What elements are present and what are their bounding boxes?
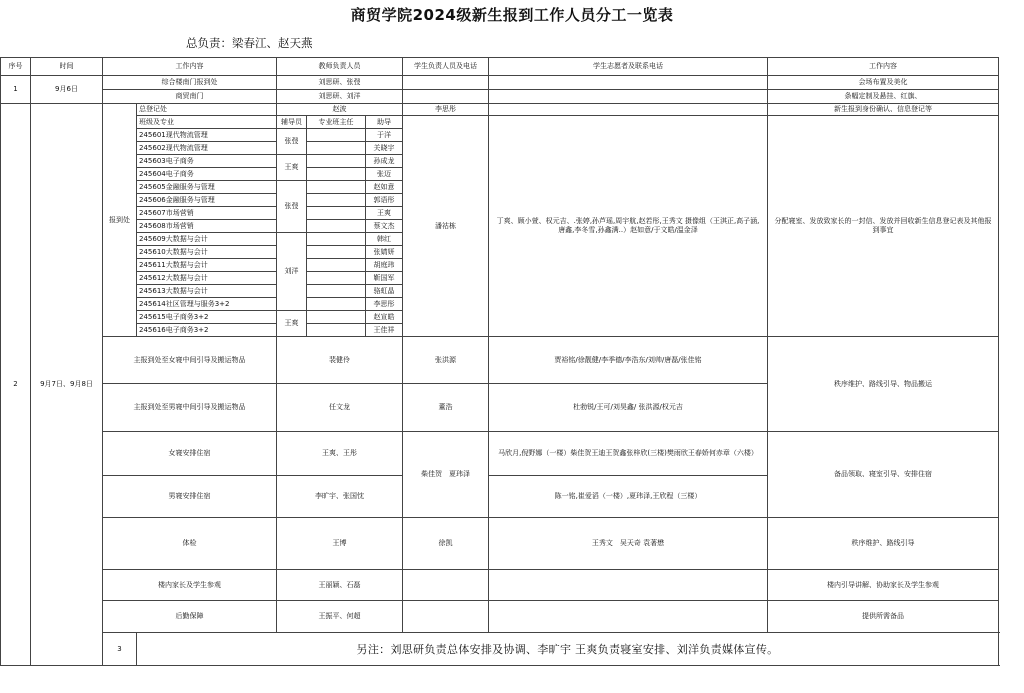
- content-cell: 条幅定制及悬挂、红旗、: [768, 90, 999, 104]
- content-cell: 秩序维护、路线引导: [768, 518, 999, 570]
- director-cell: [307, 324, 366, 337]
- director-cell: [307, 259, 366, 272]
- assistant-cell: 韩红: [366, 233, 403, 246]
- assistant-cell: 胡庭玮: [366, 259, 403, 272]
- volunteer-cell: 王秀文 吴天奇 袁著懋: [489, 518, 768, 570]
- desk-cell: 报到处: [103, 104, 137, 337]
- subheader-cell: 专业班主任: [307, 116, 366, 129]
- director-cell: [307, 272, 366, 285]
- class-name: 245616电子商务3+2: [137, 324, 277, 337]
- director-cell: [307, 285, 366, 298]
- table-row: [1, 633, 999, 666]
- student-cell: [403, 76, 489, 90]
- header-cell: 序号: [1, 58, 31, 76]
- content-cell: 会场布置及美化: [768, 76, 999, 90]
- volunteer-cell: 丁爽、顾小萱、权元吉、.张婷,孙芦瑶,周宇航,赵若彤,王秀文 摄像组（王淇正,高子涵,唐鑫,李冬雪,孙鑫满..）赵如意/于文皓/温金泽: [489, 116, 768, 337]
- class-name: 245601现代物流管理: [137, 129, 277, 142]
- teacher-cell: 刘思研、刘洋: [277, 90, 403, 104]
- task-cell: 体检: [103, 518, 277, 570]
- class-name: 245609大数据与会计: [137, 233, 277, 246]
- assistant-cell: 赵宣皓: [366, 311, 403, 324]
- table-row: [1, 518, 999, 570]
- director-cell: [307, 142, 366, 155]
- volunteer-cell: [489, 601, 768, 633]
- class-name: 245613大数据与会计: [137, 285, 277, 298]
- volunteer-cell: 陈一铭,崔爱滔（一楼）,夏玮泽,王欣程（三楼）: [489, 476, 768, 518]
- teacher-cell: 裴健伶: [277, 337, 403, 384]
- table-row: [1, 570, 999, 601]
- header-cell: 工作内容: [768, 58, 999, 76]
- class-name: 245604电子商务: [137, 168, 277, 181]
- content-cell: 楼内引导讲解、协助家长及学生参观: [768, 570, 999, 601]
- teacher-cell: 王爽、王彤: [277, 432, 403, 476]
- subheader-cell: 助导: [366, 116, 403, 129]
- assistant-cell: 于洋: [366, 129, 403, 142]
- task-cell: 综合楼南门报到处: [103, 76, 277, 90]
- assistant-cell: 郭语彤: [366, 194, 403, 207]
- table-row: [1, 116, 999, 129]
- volunteer-cell: [489, 90, 768, 104]
- subheader-cell: 班级及专业: [137, 116, 277, 129]
- assistant-cell: 孙成龙: [366, 155, 403, 168]
- assistant-cell: 靳国军: [366, 272, 403, 285]
- task-cell: 商贸南门: [103, 90, 277, 104]
- row-number: 1: [1, 76, 31, 104]
- director-cell: [307, 194, 366, 207]
- page-title: 商贸学院2024级新生报到工作人员分工一览表: [350, 6, 674, 24]
- assistant-cell: 张婧妍: [366, 246, 403, 259]
- director-cell: [307, 129, 366, 142]
- content-cell: 新生报到身份确认、信息登记等: [768, 104, 999, 116]
- student-cell: 李思彤: [403, 104, 489, 116]
- teacher-cell: 任文龙: [277, 384, 403, 432]
- volunteer-cell: [489, 104, 768, 116]
- teacher-cell: 赵波: [277, 104, 403, 116]
- class-name: 245611大数据与会计: [137, 259, 277, 272]
- header-cell: 学生志愿者及联系电话: [489, 58, 768, 76]
- student-cell: 柴佳贺 夏玮泽: [403, 432, 489, 518]
- task-cell: 女寝安排住宿: [103, 432, 277, 476]
- counselor-cell: 张弢: [277, 129, 307, 155]
- volunteer-cell: 杜勃锐/王可/刘昊鑫/ 张洪源/权元吉: [489, 384, 768, 432]
- table-row: [1, 337, 999, 384]
- assistant-cell: 王爽: [366, 207, 403, 220]
- class-name: 245605金融服务与管理: [137, 181, 277, 194]
- task-cell: 后勤保障: [103, 601, 277, 633]
- leader-line: 总负责：梁春江、赵天燕: [186, 36, 313, 50]
- director-cell: [307, 220, 366, 233]
- teacher-cell: 王博: [277, 518, 403, 570]
- counselor-cell: 王爽: [277, 155, 307, 181]
- row-date: 9月7日、9月8日: [31, 104, 103, 666]
- content-cell: 秩序维护、路线引导、物品搬运: [768, 337, 999, 432]
- task-cell: 总登记处: [137, 104, 277, 116]
- assistant-cell: 关晓宇: [366, 142, 403, 155]
- class-name: 245614社区管理与服务3+2: [137, 298, 277, 311]
- class-name: 245606金融服务与管理: [137, 194, 277, 207]
- table-row: [1, 432, 999, 476]
- row-number: 3: [103, 633, 137, 666]
- assistant-cell: 李思彤: [366, 298, 403, 311]
- counselor-cell: 刘洋: [277, 233, 307, 311]
- class-name: 245610大数据与会计: [137, 246, 277, 259]
- volunteer-cell: [489, 76, 768, 90]
- roster-table: [0, 57, 999, 666]
- director-cell: [307, 168, 366, 181]
- assistant-cell: 赵如意: [366, 181, 403, 194]
- table-row: [1, 90, 999, 104]
- counselor-cell: 张弢: [277, 181, 307, 233]
- student-cell: [403, 570, 489, 601]
- footnote: 另注：刘思研负责总体安排及协调、李旷宇 王爽负责寝室安排、刘洋负责媒体宣传。: [137, 633, 999, 666]
- director-cell: [307, 181, 366, 194]
- student-cell: [403, 601, 489, 633]
- student-cell: 徐凯: [403, 518, 489, 570]
- student-cell: [403, 90, 489, 104]
- director-cell: [307, 207, 366, 220]
- task-cell: 主报到处至女寝中间引导及搬运物品: [103, 337, 277, 384]
- director-cell: [307, 233, 366, 246]
- student-cell: 张洪源: [403, 337, 489, 384]
- teacher-cell: 王振平、何超: [277, 601, 403, 633]
- counselor-cell: 王爽: [277, 311, 307, 337]
- content-cell: 分配寝室、发放致家长的一封信、发放并回收新生信息登记表及其他报到事宜: [768, 116, 999, 337]
- assistant-cell: 骆虹晶: [366, 285, 403, 298]
- table-row: [1, 104, 999, 116]
- class-name: 245607市场营销: [137, 207, 277, 220]
- student-cell: 董浩: [403, 384, 489, 432]
- teacher-cell: 刘思研、张弢: [277, 76, 403, 90]
- subheader-cell: 辅导员: [277, 116, 307, 129]
- assistant-cell: 王佳祥: [366, 324, 403, 337]
- class-name: 245608市场营销: [137, 220, 277, 233]
- director-cell: [307, 298, 366, 311]
- table-row: [1, 601, 999, 633]
- content-cell: 备品领取、寝室引导、安排住宿: [768, 432, 999, 518]
- class-name: 245615电子商务3+2: [137, 311, 277, 324]
- header-cell: 学生负责人员及电话: [403, 58, 489, 76]
- table-row: [1, 76, 999, 90]
- class-name: 245612大数据与会计: [137, 272, 277, 285]
- header-cell: 教师负责人员: [277, 58, 403, 76]
- content-cell: 提供所需备品: [768, 601, 999, 633]
- row-date: 9月6日: [31, 76, 103, 104]
- header-row: [1, 58, 999, 76]
- teacher-cell: 李旷宇、张国忱: [277, 476, 403, 518]
- header-cell: 时间: [31, 58, 103, 76]
- director-cell: [307, 311, 366, 324]
- director-cell: [307, 246, 366, 259]
- row-number: 2: [1, 104, 31, 666]
- student-cell: 潘祜栋: [403, 116, 489, 337]
- teacher-cell: 王丽颖、石磊: [277, 570, 403, 601]
- task-cell: 男寝安排住宿: [103, 476, 277, 518]
- task-cell: 楼内家长及学生参观: [103, 570, 277, 601]
- director-cell: [307, 155, 366, 168]
- class-name: 245603电子商务: [137, 155, 277, 168]
- assistant-cell: 张迈: [366, 168, 403, 181]
- volunteer-cell: 马欣月,倪野娜（一楼）柴佳贺王迪王贺鑫张梓欣(三楼)樊雨欣王春娇何赤章（六楼）: [489, 432, 768, 476]
- volunteer-cell: 贾裕铭/徐靓健/李季德/李浩东/刘帅/唐磊/张佳铭: [489, 337, 768, 384]
- assistant-cell: 蔡文杰: [366, 220, 403, 233]
- class-name: 245602现代物流管理: [137, 142, 277, 155]
- header-cell: 工作内容: [103, 58, 277, 76]
- task-cell: 主报到处至男寝中间引导及搬运物品: [103, 384, 277, 432]
- volunteer-cell: [489, 570, 768, 601]
